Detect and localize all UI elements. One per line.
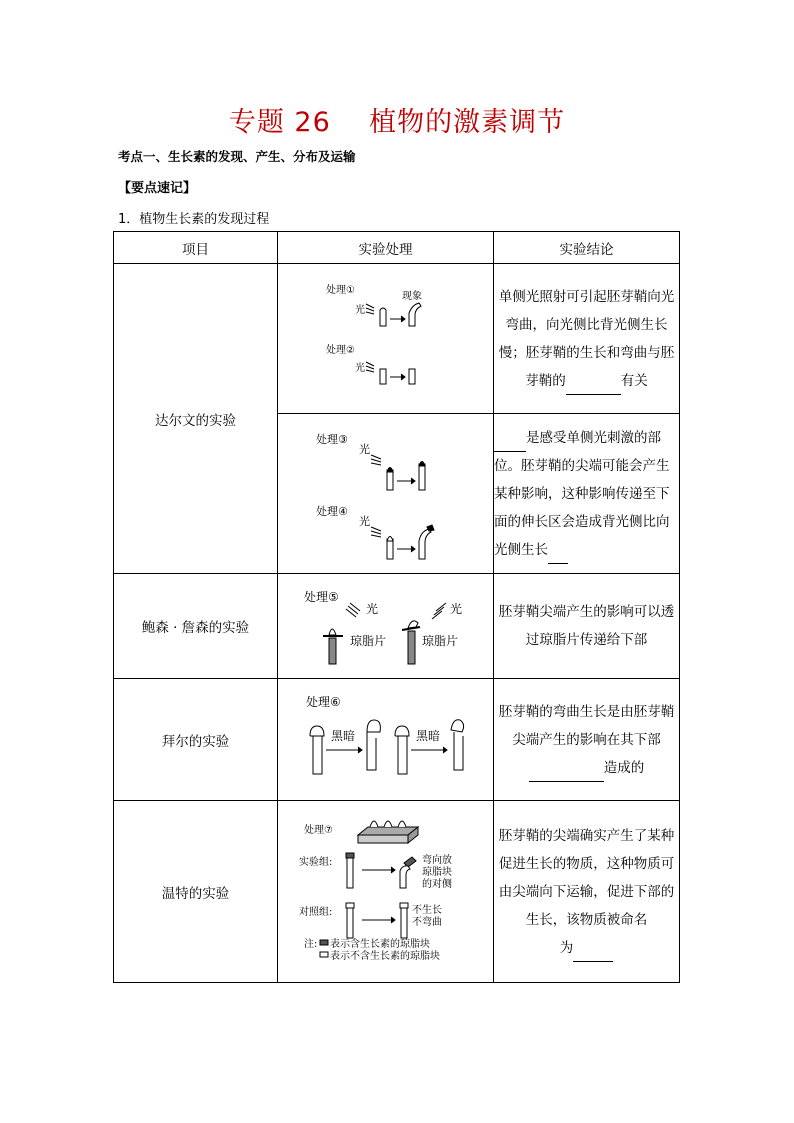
paal-figure <box>296 688 476 788</box>
figure-cell <box>278 414 494 574</box>
label-agar-2: 琼脂片 <box>421 634 458 648</box>
label-exp-group: 实验组: <box>298 856 332 868</box>
item-paal: 拜尔的实验 <box>114 679 278 801</box>
table-header-row <box>114 232 680 264</box>
figure-cell <box>278 679 494 801</box>
label-t6: 处理⑥ <box>305 694 341 709</box>
table-row <box>114 679 680 801</box>
figure-cell <box>278 801 494 983</box>
blank <box>573 945 613 962</box>
label-light-4: 光 <box>358 515 370 528</box>
conclusion-went: 胚芽鞘的尖端确实产生了某种促进生长的物质，这种物质可由尖端向下运输，促进下部的生长，该物质被命名 为 <box>494 801 680 983</box>
conclusion-paal: 胚芽鞘的弯曲生长是由胚芽鞘尖端产生的影响在其下部造成的 <box>494 679 680 801</box>
title-prefix: 专题 26 <box>228 107 331 138</box>
darwin-figure-2 <box>311 419 461 564</box>
item-boysen: 鲍森 · 詹森的实验 <box>114 574 278 679</box>
figure-cell <box>278 574 494 679</box>
blank <box>529 765 604 782</box>
label-note: 注: <box>303 938 317 950</box>
table-row <box>114 264 680 414</box>
blank <box>566 378 621 395</box>
item-went: 温特的实验 <box>114 801 278 983</box>
table-row <box>114 801 680 983</box>
legend-without-auxin: 表示不含生长素的琼脂块 <box>329 950 440 962</box>
section-heading: 考点一、生长素的发现、产生、分布及运输 <box>118 149 356 164</box>
key-points-label: 【要点速记】 <box>118 181 197 196</box>
label-nogrow-1: 不生长 <box>411 904 442 916</box>
label-light-5a: 光 <box>365 602 378 616</box>
label-light: 光 <box>354 304 365 316</box>
item-darwin: 达尔文的实验 <box>114 264 278 574</box>
blank <box>548 547 568 564</box>
conclusion-boysen: 胚芽鞘尖端产生的影响可以透过琼脂片传递给下部 <box>494 574 680 679</box>
blank <box>494 435 526 452</box>
label-t5: 处理⑤ <box>303 590 339 604</box>
header-item: 项目 <box>114 232 278 264</box>
label-bend-1: 弯向放 <box>421 854 452 866</box>
went-figure <box>296 815 476 965</box>
legend-with-auxin: 表示含生长素的琼脂块 <box>329 938 430 950</box>
label-t3: 处理③ <box>315 433 348 446</box>
label-light-3: 光 <box>358 443 370 456</box>
label-dark-2: 黑暗 <box>415 728 440 743</box>
darwin-figure-1 <box>316 277 456 397</box>
label-nogrow-2: 不弯曲 <box>411 916 442 928</box>
header-process: 实验处理 <box>278 232 494 264</box>
label-ctrl-group: 对照组: <box>298 906 332 918</box>
label-t7: 处理⑦ <box>303 824 333 836</box>
conclusion-darwin-1: 单侧光照射可引起胚芽鞘向光弯曲，向光侧比背光侧生长慢；胚芽鞘的生长和弯曲与胚芽鞘的 有关 <box>494 264 680 414</box>
label-light-5b: 光 <box>449 602 462 616</box>
label-t2: 处理② <box>325 344 355 356</box>
label-dark-1: 黑暗 <box>330 728 355 743</box>
label-t4: 处理④ <box>315 505 348 518</box>
experiment-table <box>113 231 680 983</box>
label-light-2: 光 <box>354 362 365 374</box>
page-title <box>0 100 794 139</box>
figure-cell <box>278 264 494 414</box>
label-bend-3: 的对侧 <box>421 878 452 890</box>
boysen-figure <box>296 579 476 669</box>
conclusion-darwin-2: 是感受单侧光刺激的部位。胚芽鞘的尖端可能会产生某种影响，这种影响传递至下面的伸长区会造成背光侧比向光侧生长 <box>494 414 680 574</box>
title-main: 植物的激素调节 <box>369 107 566 138</box>
label-phenomenon: 现象 <box>401 290 422 302</box>
subheading: 1．植物生长素的发现过程 <box>118 212 270 227</box>
label-t1: 处理① <box>325 284 355 296</box>
header-conclusion: 实验结论 <box>494 232 680 264</box>
table-row <box>114 574 680 679</box>
label-bend-2: 琼脂块 <box>421 866 452 878</box>
label-agar-1: 琼脂片 <box>349 634 386 648</box>
